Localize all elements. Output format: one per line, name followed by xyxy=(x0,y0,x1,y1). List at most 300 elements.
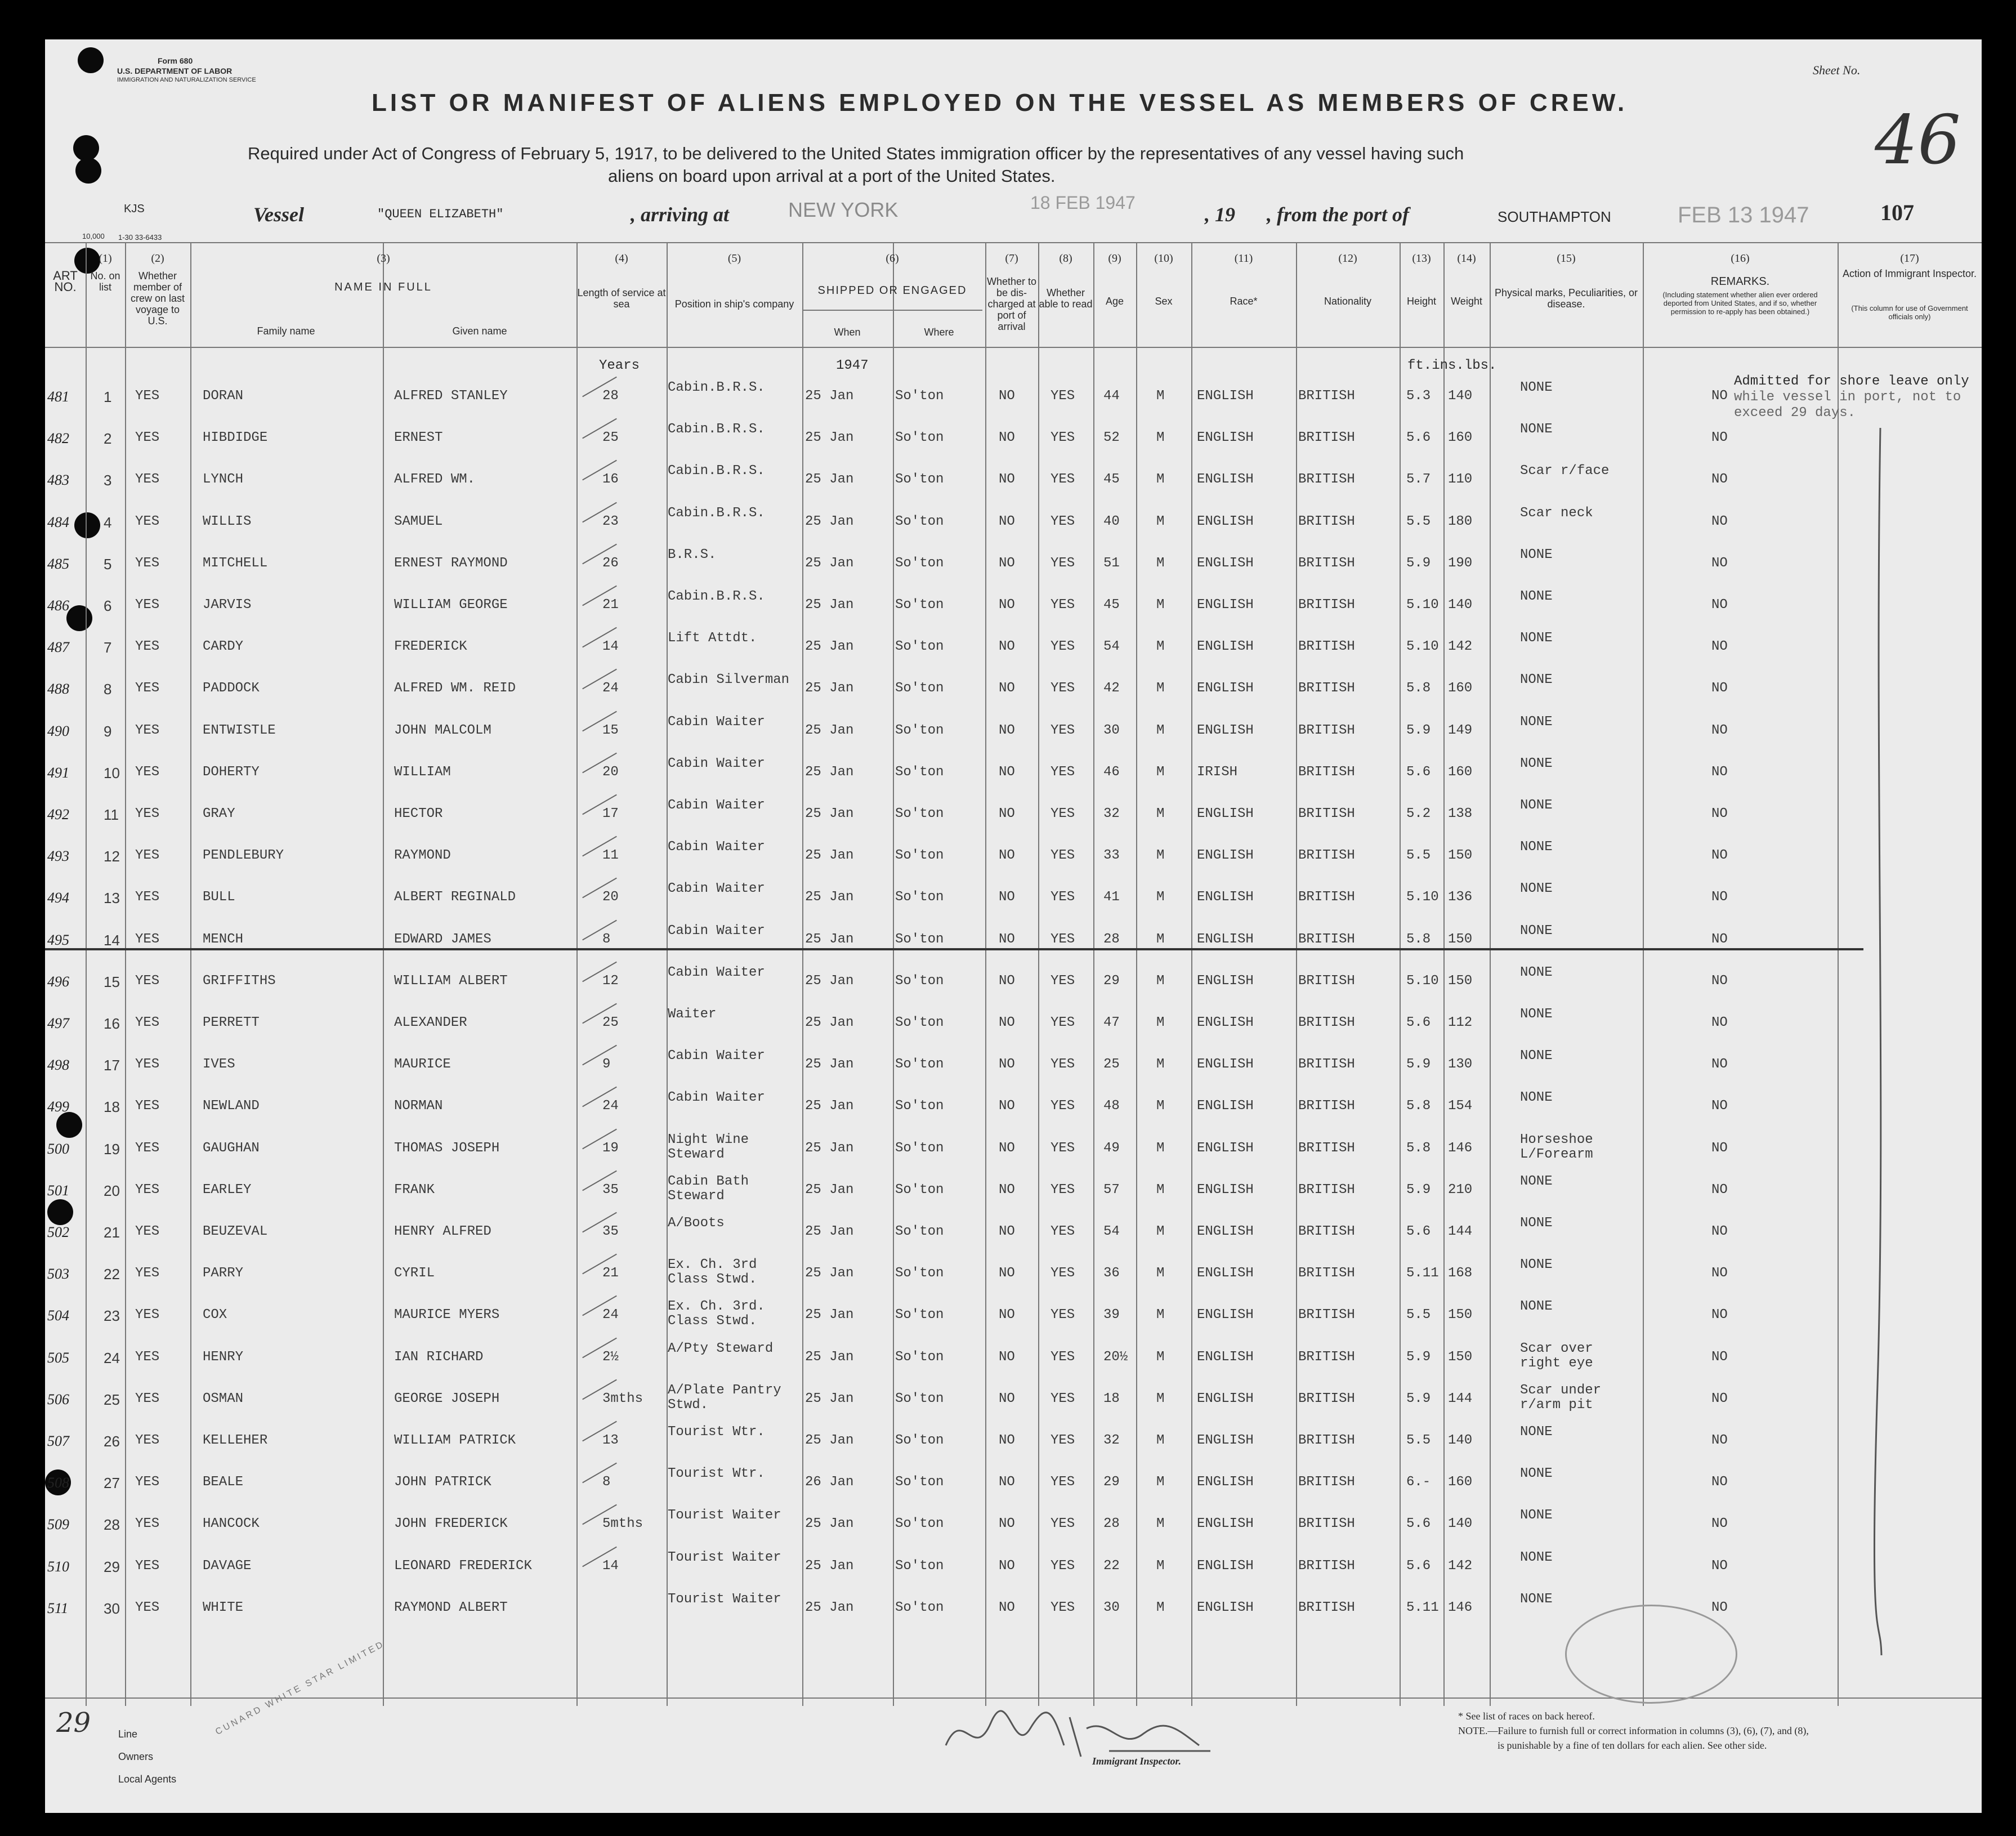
cell-where: So'ton xyxy=(895,513,944,529)
cell-art: 496 xyxy=(47,973,69,990)
cell-given: ALEXANDER xyxy=(394,1015,467,1030)
col-header-member: Whether member of crew on last voyage to U.S. xyxy=(130,270,185,327)
cell-given: ERNEST xyxy=(394,430,443,446)
cell-discharged: NO xyxy=(999,1600,1015,1615)
cell-race: ENGLISH xyxy=(1197,1307,1254,1323)
cell-given: MAURICE MYERS xyxy=(394,1307,500,1323)
cell-family: CARDY xyxy=(203,639,244,655)
cell-given: MAURICE xyxy=(394,1057,451,1073)
cell-no: 28 xyxy=(104,1516,120,1534)
cell-member: YES xyxy=(135,513,160,529)
cell-height: 5.10 xyxy=(1406,890,1439,905)
cell-sex: M xyxy=(1156,1433,1165,1448)
punch-hole xyxy=(78,47,104,73)
cell-family: MITCHELL xyxy=(203,555,268,571)
cell-position: Cabin.B.R.S. xyxy=(668,589,765,604)
col-num-2: (2) xyxy=(151,252,164,265)
cell-read: YES xyxy=(1051,890,1075,905)
cell-no: 13 xyxy=(104,890,120,907)
cell-discharged: NO xyxy=(999,681,1015,696)
cell-position: Cabin Bath Steward xyxy=(668,1173,749,1204)
cell-discharged: NO xyxy=(999,806,1015,821)
cell-race: ENGLISH xyxy=(1197,1098,1254,1114)
cell-read: YES xyxy=(1051,1182,1075,1198)
cell-race: ENGLISH xyxy=(1197,430,1254,446)
cell-sex: M xyxy=(1156,1140,1165,1156)
office-stamp xyxy=(1565,1605,1737,1704)
cell-height: 5.5 xyxy=(1406,1307,1431,1323)
cell-sex: M xyxy=(1156,1558,1165,1574)
cell-service: 3mths xyxy=(602,1391,643,1406)
cell-position: Cabin Waiter xyxy=(668,1090,765,1106)
cell-position: A/Plate Pantry Stwd. xyxy=(668,1382,781,1413)
cell-art: 498 xyxy=(47,1057,69,1074)
cell-nationality: BRITISH xyxy=(1298,1475,1355,1490)
cell-age: 32 xyxy=(1103,806,1120,821)
cell-race: ENGLISH xyxy=(1197,1057,1254,1073)
cell-discharged: NO xyxy=(999,513,1015,529)
cell-nationality: BRITISH xyxy=(1298,639,1355,655)
arrival-date-stamp: 18 FEB 1947 xyxy=(1030,193,1136,213)
cell-where: So'ton xyxy=(895,1433,944,1448)
cell-where: So'ton xyxy=(895,1140,944,1156)
cell-given: JOHN MALCOLM xyxy=(394,722,491,738)
cell-weight: 140 xyxy=(1448,1516,1473,1532)
cell-age: 40 xyxy=(1103,513,1120,529)
cell-position: Cabin.B.R.S. xyxy=(668,380,765,395)
cell-position: Tourist Wtr. xyxy=(668,1466,765,1482)
cell-marks: Scar over right eye xyxy=(1520,1341,1593,1371)
cell-remarks: NO xyxy=(1711,388,1728,404)
cell-where: So'ton xyxy=(895,1224,944,1239)
cell-remarks: NO xyxy=(1711,597,1728,613)
cell-where: So'ton xyxy=(895,1516,944,1532)
col-header-remarks: REMARKS. xyxy=(1710,275,1770,288)
cell-remarks: NO xyxy=(1711,430,1728,446)
cell-height: 5.8 xyxy=(1406,1098,1431,1114)
cell-discharged: NO xyxy=(999,1015,1015,1030)
cell-race: ENGLISH xyxy=(1197,639,1254,655)
cell-nationality: BRITISH xyxy=(1298,1182,1355,1198)
cell-no: 2 xyxy=(104,430,112,448)
cell-weight: 150 xyxy=(1448,1307,1473,1323)
cell-sex: M xyxy=(1156,555,1165,571)
col-num-4: (4) xyxy=(615,252,628,265)
cell-position: Cabin Waiter xyxy=(668,756,765,771)
cell-no: 26 xyxy=(104,1433,120,1450)
agent-stamp: CUNARD WHITE STAR LIMITED xyxy=(214,1639,387,1737)
cell-where: So'ton xyxy=(895,1600,944,1615)
tick-mark xyxy=(582,1045,617,1066)
remarks-note-line-1: Admitted for shore leave only xyxy=(1734,374,1969,389)
cell-art: 481 xyxy=(47,388,69,405)
cell-family: DOHERTY xyxy=(203,764,260,780)
cell-remarks: NO xyxy=(1711,890,1728,905)
cell-marks: NONE xyxy=(1520,714,1553,730)
cell-member: YES xyxy=(135,1182,160,1198)
cell-height: 5.8 xyxy=(1406,1140,1431,1156)
cell-height: 5.9 xyxy=(1406,555,1431,571)
cell-where: So'ton xyxy=(895,1015,944,1030)
cell-no: 4 xyxy=(104,513,112,531)
race-note: * See list of races on back hereof. xyxy=(1458,1710,1595,1722)
cell-when: 25 Jan xyxy=(805,1391,854,1406)
col-rule xyxy=(893,242,894,1706)
col-header-when: When xyxy=(834,327,861,338)
cell-position: Lift Attdt. xyxy=(668,631,757,646)
cell-marks: NONE xyxy=(1520,1257,1553,1273)
cell-nationality: BRITISH xyxy=(1298,764,1355,780)
cell-where: So'ton xyxy=(895,1307,944,1323)
cell-art: 491 xyxy=(47,764,69,781)
cell-art: 485 xyxy=(47,555,69,572)
cell-where: So'ton xyxy=(895,1098,944,1114)
cell-age: 20½ xyxy=(1103,1349,1128,1365)
cell-where: So'ton xyxy=(895,764,944,780)
cell-when: 25 Jan xyxy=(805,1266,854,1281)
cell-nationality: BRITISH xyxy=(1298,1558,1355,1574)
cell-read: YES xyxy=(1051,388,1075,404)
cell-where: So'ton xyxy=(895,1057,944,1073)
cell-no: 24 xyxy=(104,1349,120,1366)
col-rule xyxy=(576,242,578,1706)
cell-nationality: BRITISH xyxy=(1298,1391,1355,1406)
cell-height: 5.2 xyxy=(1406,806,1431,821)
cell-weight: 130 xyxy=(1448,1057,1473,1073)
cell-weight: 150 xyxy=(1448,848,1473,864)
cell-service: 17 xyxy=(602,806,619,821)
cell-sex: M xyxy=(1156,848,1165,864)
cell-marks: Scar under r/arm pit xyxy=(1520,1382,1602,1413)
cell-remarks: NO xyxy=(1711,639,1728,655)
cell-discharged: NO xyxy=(999,1558,1015,1574)
cell-read: YES xyxy=(1051,1433,1075,1448)
cell-remarks: NO xyxy=(1711,1349,1728,1365)
col-header-art-no: ART NO. xyxy=(53,269,78,294)
cell-service: 21 xyxy=(602,597,619,613)
col-num-14: (14) xyxy=(1457,252,1476,265)
cell-read: YES xyxy=(1051,1391,1075,1406)
cell-height: 5.5 xyxy=(1406,1433,1431,1448)
punch-hole xyxy=(74,512,100,538)
cell-sex: M xyxy=(1156,639,1165,655)
sheet-number: 46 xyxy=(1875,101,1961,180)
cell-service: 19 xyxy=(602,1140,619,1156)
cell-height: 5.5 xyxy=(1406,848,1431,864)
col-num-1: (1) xyxy=(99,252,112,265)
cell-age: 54 xyxy=(1103,1224,1120,1239)
cell-height: 5.6 xyxy=(1406,1015,1431,1030)
cell-nationality: BRITISH xyxy=(1298,555,1355,571)
cell-family: PERRETT xyxy=(203,1015,260,1030)
cell-art: 494 xyxy=(47,890,69,906)
cell-given: WILLIAM PATRICK xyxy=(394,1433,516,1448)
year-subheader: 1947 xyxy=(836,358,869,373)
cell-member: YES xyxy=(135,722,160,738)
cell-no: 23 xyxy=(104,1307,120,1325)
cell-age: 47 xyxy=(1103,1015,1120,1030)
col-rule xyxy=(383,242,384,1706)
col-rule xyxy=(985,242,986,1706)
cell-remarks: NO xyxy=(1711,472,1728,488)
cell-age: 54 xyxy=(1103,639,1120,655)
cell-remarks: NO xyxy=(1711,806,1728,821)
cell-when: 25 Jan xyxy=(805,1015,854,1030)
cell-art: 484 xyxy=(47,513,69,530)
cell-given: JOHN FREDERICK xyxy=(394,1516,508,1532)
cell-marks: Scar r/face xyxy=(1520,463,1610,479)
cell-race: ENGLISH xyxy=(1197,472,1254,488)
cell-marks: NONE xyxy=(1520,1424,1553,1440)
cell-race: ENGLISH xyxy=(1197,1391,1254,1406)
cell-family: BEUZEVAL xyxy=(203,1224,268,1239)
cell-member: YES xyxy=(135,1433,160,1448)
cell-nationality: BRITISH xyxy=(1298,472,1355,488)
cell-member: YES xyxy=(135,1307,160,1323)
cell-height: 5.10 xyxy=(1406,639,1439,655)
cell-race: ENGLISH xyxy=(1197,890,1254,905)
cell-height: 5.9 xyxy=(1406,1391,1431,1406)
cell-when: 25 Jan xyxy=(805,806,854,821)
cell-race: ENGLISH xyxy=(1197,681,1254,696)
cell-family: WHITE xyxy=(203,1600,244,1615)
cell-discharged: NO xyxy=(999,1516,1015,1532)
cell-art: 510 xyxy=(47,1558,69,1575)
cell-discharged: NO xyxy=(999,1224,1015,1239)
cell-age: 45 xyxy=(1103,597,1120,613)
col-rule xyxy=(1093,242,1094,1706)
cell-race: ENGLISH xyxy=(1197,973,1254,989)
col-rule xyxy=(1490,242,1491,1706)
cell-family: COX xyxy=(203,1307,227,1323)
col-num-15: (15) xyxy=(1557,252,1576,265)
cell-discharged: NO xyxy=(999,1182,1015,1198)
col-header-position: Position in ship's company xyxy=(674,298,794,310)
cell-family: KELLEHER xyxy=(203,1433,268,1448)
cell-nationality: BRITISH xyxy=(1298,1307,1355,1323)
shipped-engaged-rule xyxy=(802,310,982,311)
strike-through-row-14 xyxy=(45,948,1863,950)
cell-art: 499 xyxy=(47,1098,69,1115)
cell-art: 506 xyxy=(47,1391,69,1408)
cell-nationality: BRITISH xyxy=(1298,1140,1355,1156)
cell-member: YES xyxy=(135,848,160,864)
cell-race: ENGLISH xyxy=(1197,513,1254,529)
cell-age: 51 xyxy=(1103,555,1120,571)
cell-where: So'ton xyxy=(895,848,944,864)
cell-sex: M xyxy=(1156,1182,1165,1198)
cell-sex: M xyxy=(1156,1224,1165,1239)
cell-member: YES xyxy=(135,1516,160,1532)
cell-height: 5.10 xyxy=(1406,597,1439,613)
cell-weight: 142 xyxy=(1448,1558,1473,1574)
cell-family: ENTWISTLE xyxy=(203,722,276,738)
cell-race: ENGLISH xyxy=(1197,1349,1254,1365)
cell-sex: M xyxy=(1156,722,1165,738)
cell-position: Cabin Silverman xyxy=(668,672,790,688)
cell-no: 5 xyxy=(104,555,112,573)
cell-family: IVES xyxy=(203,1057,235,1073)
cell-read: YES xyxy=(1051,555,1075,571)
cell-marks: NONE xyxy=(1520,1466,1553,1482)
col-header-race: Race* xyxy=(1230,296,1258,307)
cell-sex: M xyxy=(1156,931,1165,947)
cell-read: YES xyxy=(1051,931,1075,947)
cell-family: OSMAN xyxy=(203,1391,244,1406)
cell-art: 503 xyxy=(47,1266,69,1283)
list-number: 107 xyxy=(1880,200,1914,225)
cell-no: 6 xyxy=(104,597,112,614)
cell-remarks: NO xyxy=(1711,1057,1728,1073)
cell-service: 24 xyxy=(602,1307,619,1323)
cell-marks: Horseshoe L/Forearm xyxy=(1520,1132,1593,1162)
cell-age: 22 xyxy=(1103,1558,1120,1574)
cell-sex: M xyxy=(1156,806,1165,821)
cell-weight: 144 xyxy=(1448,1391,1473,1406)
col-header-no-on-list: No. on list xyxy=(90,270,120,293)
col-rule xyxy=(1838,242,1839,1706)
cell-read: YES xyxy=(1051,722,1075,738)
col-rule xyxy=(190,242,191,1706)
cell-service: 23 xyxy=(602,513,619,529)
cell-read: YES xyxy=(1051,1140,1075,1156)
cell-age: 48 xyxy=(1103,1098,1120,1114)
cell-no: 17 xyxy=(104,1057,120,1074)
cell-nationality: BRITISH xyxy=(1298,1516,1355,1532)
cell-marks: NONE xyxy=(1520,1173,1553,1189)
cell-read: YES xyxy=(1051,597,1075,613)
cell-art: 509 xyxy=(47,1516,69,1533)
cell-when: 25 Jan xyxy=(805,1600,854,1615)
cell-when: 25 Jan xyxy=(805,973,854,989)
cell-remarks: NO xyxy=(1711,1098,1728,1114)
cell-weight: 160 xyxy=(1448,681,1473,696)
cell-when: 25 Jan xyxy=(805,639,854,655)
cell-art: 486 xyxy=(47,597,69,614)
cell-nationality: BRITISH xyxy=(1298,388,1355,404)
col-num-5: (5) xyxy=(727,252,741,265)
cell-family: PARRY xyxy=(203,1266,244,1281)
cell-sex: M xyxy=(1156,388,1165,404)
cell-weight: 150 xyxy=(1448,973,1473,989)
col-header-age: Age xyxy=(1105,296,1124,307)
cell-family: GRAY xyxy=(203,806,235,821)
col-rule xyxy=(1296,242,1297,1706)
cell-remarks: NO xyxy=(1711,1182,1728,1198)
cell-service: 14 xyxy=(602,1558,619,1574)
cell-service: 20 xyxy=(602,890,619,905)
cell-age: 29 xyxy=(1103,973,1120,989)
cell-art: 482 xyxy=(47,430,69,447)
cell-sex: M xyxy=(1156,430,1165,446)
cell-weight: 149 xyxy=(1448,722,1473,738)
cell-family: PENDLEBURY xyxy=(203,848,284,864)
cell-age: 49 xyxy=(1103,1140,1120,1156)
cell-where: So'ton xyxy=(895,1349,944,1365)
col-num-3: (3) xyxy=(377,252,390,265)
cell-position: Tourist Waiter xyxy=(668,1549,781,1565)
cell-discharged: NO xyxy=(999,890,1015,905)
cell-discharged: NO xyxy=(999,1475,1015,1490)
cell-sex: M xyxy=(1156,1098,1165,1114)
cell-remarks: NO xyxy=(1711,1015,1728,1030)
cell-age: 41 xyxy=(1103,890,1120,905)
col-num-9: (9) xyxy=(1108,252,1121,265)
arrival-port: NEW YORK xyxy=(788,198,899,221)
col-num-13: (13) xyxy=(1412,252,1431,265)
cell-weight: 180 xyxy=(1448,513,1473,529)
cell-marks: NONE xyxy=(1520,1591,1553,1607)
cell-member: YES xyxy=(135,764,160,780)
col-header-inspector-note: (This column for use of Government officials only) xyxy=(1851,304,1968,321)
handwritten-count: 29 xyxy=(56,1707,91,1739)
cell-marks: NONE xyxy=(1520,422,1553,437)
cell-marks: Scar neck xyxy=(1520,505,1593,521)
cell-age: 32 xyxy=(1103,1433,1120,1448)
from-label: , from the port of xyxy=(1267,203,1410,226)
cell-no: 9 xyxy=(104,722,112,740)
cell-sex: M xyxy=(1156,1015,1165,1030)
cell-where: So'ton xyxy=(895,597,944,613)
cell-remarks: NO xyxy=(1711,931,1728,947)
print-code-1: 10,000 xyxy=(82,232,105,240)
cell-given: ERNEST RAYMOND xyxy=(394,555,508,571)
cell-family: WILLIS xyxy=(203,513,252,529)
col-num-10: (10) xyxy=(1154,252,1173,265)
cell-marks: NONE xyxy=(1520,1299,1553,1315)
cell-art: 511 xyxy=(47,1600,69,1616)
cell-remarks: NO xyxy=(1711,555,1728,571)
cell-age: 28 xyxy=(1103,1516,1120,1532)
cell-sex: M xyxy=(1156,764,1165,780)
cell-service: 8 xyxy=(602,1475,611,1490)
cell-nationality: BRITISH xyxy=(1298,973,1355,989)
cell-member: YES xyxy=(135,1391,160,1406)
cell-sex: M xyxy=(1156,1391,1165,1406)
cell-age: 42 xyxy=(1103,681,1120,696)
cell-remarks: NO xyxy=(1711,1600,1728,1615)
cell-nationality: BRITISH xyxy=(1298,1349,1355,1365)
cell-weight: 160 xyxy=(1448,764,1473,780)
cell-read: YES xyxy=(1051,681,1075,696)
cell-member: YES xyxy=(135,973,160,989)
vessel-name: "QUEEN ELIZABETH" xyxy=(377,207,504,221)
cell-family: GRIFFITHS xyxy=(203,973,276,989)
cell-age: 39 xyxy=(1103,1307,1120,1323)
cell-where: So'ton xyxy=(895,1391,944,1406)
remarks-note-line-2: while vessel in port, not to xyxy=(1734,390,1961,405)
cell-position: A/Boots xyxy=(668,1216,725,1231)
cell-remarks: NO xyxy=(1711,1307,1728,1323)
cell-given: GEORGE JOSEPH xyxy=(394,1391,500,1406)
cell-sex: M xyxy=(1156,973,1165,989)
cell-read: YES xyxy=(1051,848,1075,864)
local-agents-label: Local Agents xyxy=(118,1774,177,1785)
cell-member: YES xyxy=(135,1475,160,1490)
cell-where: So'ton xyxy=(895,1266,944,1281)
cell-sex: M xyxy=(1156,472,1165,488)
cell-remarks: NO xyxy=(1711,1140,1728,1156)
cell-race: ENGLISH xyxy=(1197,1266,1254,1281)
cell-marks: NONE xyxy=(1520,798,1553,813)
cell-age: 29 xyxy=(1103,1475,1120,1490)
col-rule xyxy=(1136,242,1137,1706)
service-name: IMMIGRATION AND NATURALIZATION SERVICE xyxy=(117,77,256,83)
cell-weight: 150 xyxy=(1448,1349,1473,1365)
cell-given: WILLIAM ALBERT xyxy=(394,973,508,989)
remarks-note-line-3: exceed 29 days. xyxy=(1734,405,1856,421)
cell-no: 14 xyxy=(104,931,120,949)
